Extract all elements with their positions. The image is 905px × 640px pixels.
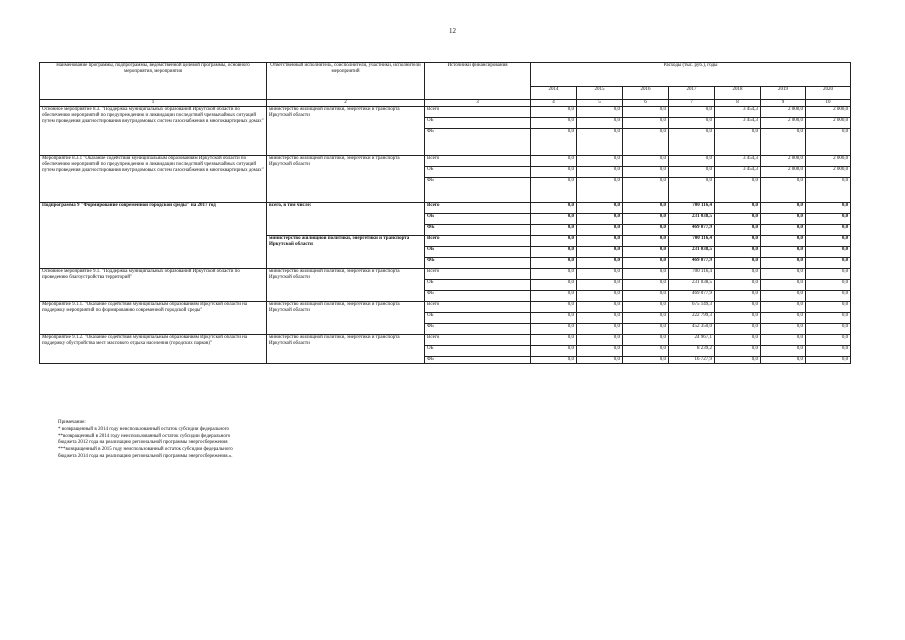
expense-value: 0,0: [715, 214, 761, 225]
expense-value: 0,0: [669, 129, 715, 156]
funding-source: Всего: [425, 107, 531, 118]
header-executor: Ответственный исполнитель, соисполнители, участники, исполнители мероприятий: [267, 63, 425, 100]
expense-value: 0,0: [806, 247, 851, 258]
note-line: бюджета 2014 года на реализацию региональной программы энергосбережения.».: [58, 453, 233, 459]
program-name: Основное мероприятие 8.3. "Поддержка муниципальных образований Иркутской области по обеспечению мероприятий по предупреждению и ликвидации последствий чрезвычайных ситуаций путем проведения диагностирования внутридомовых систем газоснабжения в многоквартирных домах": [40, 107, 267, 156]
table-row: [40, 302, 851, 313]
funding-source: ОБ: [425, 346, 531, 357]
expense-value: 0,0: [715, 346, 761, 357]
expense-value: 0,0: [623, 313, 669, 324]
expense-value: 0,0: [761, 313, 806, 324]
expense-value: 0,0: [531, 258, 577, 269]
expense-value: 0,0: [531, 118, 577, 129]
funding-source: Всего: [425, 335, 531, 346]
expense-value: 0,0: [669, 156, 715, 167]
expense-value: 0,0: [577, 167, 623, 178]
header-year: 2017: [669, 87, 715, 100]
expense-value: 231 038,5: [669, 214, 715, 225]
responsible-executor: министерство жилищной политики, энергетики и транспорта Иркутской области: [267, 236, 425, 269]
expense-value: 0,0: [715, 203, 761, 214]
funding-source: Всего: [425, 302, 531, 313]
expense-value: 0,0: [531, 335, 577, 346]
expense-value: 0,0: [577, 247, 623, 258]
expense-value: 0,0: [761, 335, 806, 346]
expense-value: 0,0: [806, 313, 851, 324]
header-year: 2019: [761, 87, 806, 100]
expense-value: 24 967,1: [669, 335, 715, 346]
expense-value: 700 116,4: [669, 269, 715, 280]
funding-source: ФБ: [425, 357, 531, 364]
header-year: 2014: [531, 87, 577, 100]
expense-value: 3 454,3: [715, 118, 761, 129]
expense-value: 0,0: [531, 346, 577, 357]
expense-value: 0,0: [715, 258, 761, 269]
expense-value: 0,0: [623, 247, 669, 258]
expense-value: 2 000,0: [806, 107, 851, 118]
expense-value: 0,0: [623, 280, 669, 291]
expense-value: 0,0: [761, 280, 806, 291]
expense-value: 0,0: [623, 357, 669, 364]
funding-source: ФБ: [425, 324, 531, 335]
expense-value: 0,0: [577, 225, 623, 236]
expense-value: 0,0: [715, 357, 761, 364]
expense-value: 469 077,9: [669, 291, 715, 302]
expense-value: 0,0: [761, 247, 806, 258]
expense-value: 0,0: [806, 129, 851, 156]
table-row: [40, 203, 851, 214]
responsible-executor: министерство жилищной политики, энергетики и транспорта Иркутской области: [267, 269, 425, 302]
expense-value: 0,0: [623, 129, 669, 156]
column-number: 4: [531, 100, 577, 107]
expense-value: 0,0: [531, 156, 577, 167]
expense-value: 0,0: [577, 313, 623, 324]
table-row: [40, 156, 851, 167]
expense-value: 0,0: [623, 236, 669, 247]
expense-value: 700 116,4: [669, 203, 715, 214]
funding-source: ОБ: [425, 280, 531, 291]
expense-value: 0,0: [577, 107, 623, 118]
expense-value: 0,0: [715, 178, 761, 203]
expenses-table: [39, 62, 851, 364]
expense-value: 469 077,9: [669, 225, 715, 236]
expense-value: 0,0: [761, 203, 806, 214]
expense-value: 0,0: [806, 258, 851, 269]
expense-value: 0,0: [806, 269, 851, 280]
expense-value: 222 799,3: [669, 313, 715, 324]
responsible-executor: министерство жилищной политики, энергетики и транспорта Иркутской области: [267, 302, 425, 335]
expense-value: 0,0: [531, 247, 577, 258]
expense-value: 0,0: [577, 258, 623, 269]
expense-value: 0,0: [715, 269, 761, 280]
expense-value: 0,0: [531, 302, 577, 313]
expense-value: 231 038,5: [669, 247, 715, 258]
expense-value: 0,0: [531, 129, 577, 156]
table-row: [40, 107, 851, 118]
expense-value: 0,0: [715, 225, 761, 236]
expense-value: 0,0: [715, 313, 761, 324]
expense-value: 0,0: [531, 214, 577, 225]
expense-value: 0,0: [806, 225, 851, 236]
expense-value: 0,0: [623, 258, 669, 269]
expense-value: 0,0: [577, 324, 623, 335]
expense-value: 0,0: [531, 225, 577, 236]
expense-value: 0,0: [806, 280, 851, 291]
expense-value: 0,0: [623, 156, 669, 167]
expense-value: 0,0: [623, 291, 669, 302]
responsible-executor: министерство жилищной политики, энергетики и транспорта Иркутской области: [267, 156, 425, 203]
expense-value: 0,0: [531, 269, 577, 280]
expense-value: 0,0: [577, 118, 623, 129]
column-number: 3: [425, 100, 531, 107]
funding-source: ФБ: [425, 258, 531, 269]
expense-value: 2 000,0: [761, 156, 806, 167]
program-name: Подпрограмма 9 "Формирование современной городской среды" на 2017 год: [40, 203, 267, 269]
column-number: 10: [806, 100, 851, 107]
expense-value: 0,0: [761, 324, 806, 335]
expense-value: 0,0: [761, 214, 806, 225]
expense-value: 700 116,4: [669, 236, 715, 247]
note-line: * возвращенный в 2014 году неиспользованный остаток субсидии федерального: [58, 426, 229, 432]
expense-value: 452 350,0: [669, 324, 715, 335]
expense-value: 2 000,0: [806, 167, 851, 178]
funding-source: ФБ: [425, 129, 531, 156]
expense-value: 0,0: [577, 346, 623, 357]
column-number: 7: [669, 100, 715, 107]
expense-value: 0,0: [669, 118, 715, 129]
expense-value: 0,0: [715, 236, 761, 247]
expense-value: 0,0: [761, 258, 806, 269]
expense-value: 0,0: [761, 236, 806, 247]
expense-value: 0,0: [715, 335, 761, 346]
expense-value: 0,0: [761, 129, 806, 156]
table-row: [40, 269, 851, 280]
expense-value: 0,0: [577, 302, 623, 313]
expense-value: 0,0: [577, 214, 623, 225]
expense-value: 2 000,0: [761, 107, 806, 118]
funding-source: ОБ: [425, 118, 531, 129]
expense-value: 0,0: [761, 346, 806, 357]
note-line: **возвращенный в 2014 году неиспользованный остаток субсидии федерального: [58, 433, 231, 439]
expense-value: 0,0: [669, 178, 715, 203]
expense-value: 0,0: [623, 167, 669, 178]
expense-value: 0,0: [715, 302, 761, 313]
header-source: Источники финансирования: [425, 63, 531, 100]
responsible-executor: всего, в том числе:: [267, 203, 425, 236]
expense-value: 0,0: [761, 225, 806, 236]
expense-value: 0,0: [806, 335, 851, 346]
expense-value: 0,0: [623, 214, 669, 225]
expense-value: 3 454,3: [715, 167, 761, 178]
expense-value: 0,0: [806, 178, 851, 203]
expense-value: 469 077,9: [669, 258, 715, 269]
expense-value: 0,0: [577, 178, 623, 203]
expense-value: 0,0: [623, 203, 669, 214]
expense-value: 8 239,2: [669, 346, 715, 357]
expense-value: 2 000,0: [806, 156, 851, 167]
program-name: Основное мероприятие 9.1. "Поддержка муниципальных образований Иркутской области по проведению благоустройства территорий": [40, 269, 267, 302]
note-line: ***возвращенный в 2015 году неиспользованный остаток субсидии федерального: [58, 447, 233, 453]
expense-value: 0,0: [623, 302, 669, 313]
expense-value: 0,0: [806, 346, 851, 357]
funding-source: ФБ: [425, 178, 531, 203]
expense-value: 0,0: [623, 178, 669, 203]
expense-value: 0,0: [715, 280, 761, 291]
expense-value: 0,0: [806, 291, 851, 302]
expense-value: 0,0: [531, 167, 577, 178]
program-name: Мероприятие 9.1.2. "Оказание содействия муниципальным образованиям Иркутской области на поддержку обустройства мест массового отдыха населения (городских парков)": [40, 335, 267, 364]
expense-value: 0,0: [623, 225, 669, 236]
expense-value: 0,0: [761, 357, 806, 364]
expense-value: 0,0: [806, 214, 851, 225]
expense-value: 0,0: [577, 129, 623, 156]
expense-value: 0,0: [577, 236, 623, 247]
funding-source: Всего: [425, 203, 531, 214]
expense-value: 0,0: [577, 280, 623, 291]
expense-value: 0,0: [715, 129, 761, 156]
expense-value: 3 454,3: [715, 156, 761, 167]
expense-value: 0,0: [531, 313, 577, 324]
expense-value: 0,0: [715, 291, 761, 302]
expense-value: 0,0: [531, 107, 577, 118]
expense-value: 231 038,5: [669, 280, 715, 291]
expense-value: 0,0: [669, 167, 715, 178]
expense-value: 0,0: [806, 236, 851, 247]
header-year: 2016: [623, 87, 669, 100]
expense-value: 0,0: [623, 269, 669, 280]
expense-value: 0,0: [806, 203, 851, 214]
column-number: 6: [623, 100, 669, 107]
expense-value: 0,0: [623, 118, 669, 129]
funding-source: ФБ: [425, 291, 531, 302]
program-name: Мероприятие 9.1.1. "Оказание содействия муниципальным образованиям Иркутской области на поддержку мероприятий по формированию современной городской среды": [40, 302, 267, 335]
funding-source: Всего: [425, 269, 531, 280]
expense-value: 2 000,0: [761, 167, 806, 178]
expense-value: 0,0: [577, 335, 623, 346]
column-number: 9: [761, 100, 806, 107]
expense-value: 0,0: [577, 156, 623, 167]
expense-value: 0,0: [761, 291, 806, 302]
funding-source: ФБ: [425, 225, 531, 236]
funding-source: ОБ: [425, 247, 531, 258]
expense-value: 0,0: [669, 107, 715, 118]
page-number: 12: [449, 27, 456, 35]
expense-value: 0,0: [531, 357, 577, 364]
expense-value: 0,0: [531, 203, 577, 214]
expense-value: 0,0: [761, 178, 806, 203]
expense-value: 0,0: [531, 280, 577, 291]
header-year: 2018: [715, 87, 761, 100]
column-number: 2: [267, 100, 425, 107]
expense-value: 0,0: [623, 335, 669, 346]
header-expenses: Расходы (тыс. руб.), годы: [531, 63, 851, 87]
responsible-executor: министерство жилищной политики, энергетики и транспорта Иркутской области: [267, 335, 425, 364]
expense-value: 0,0: [761, 269, 806, 280]
funding-source: ОБ: [425, 214, 531, 225]
expense-value: 0,0: [623, 346, 669, 357]
expense-value: 0,0: [531, 324, 577, 335]
expense-value: 0,0: [761, 302, 806, 313]
expense-value: 0,0: [623, 324, 669, 335]
column-number: 5: [577, 100, 623, 107]
expense-value: 2 000,0: [806, 118, 851, 129]
note-line: бюджета 2012 года на реализацию региональной программы энергосбережения: [58, 440, 228, 446]
expense-value: 0,0: [577, 203, 623, 214]
notes: [58, 420, 233, 461]
expense-value: 0,0: [715, 247, 761, 258]
expense-value: 0,0: [531, 291, 577, 302]
expense-value: 0,0: [806, 302, 851, 313]
expense-value: 0,0: [623, 107, 669, 118]
note-line: Примечание:: [58, 420, 86, 425]
funding-source: ОБ: [425, 167, 531, 178]
expense-value: 0,0: [715, 324, 761, 335]
header-name: Наименование программы, подпрограммы, ведомственной целевой программы, основного мероприятия, мероприятия: [40, 63, 267, 100]
expense-value: 0,0: [577, 357, 623, 364]
column-number: 1: [40, 100, 267, 107]
funding-source: Всего: [425, 236, 531, 247]
funding-source: Всего: [425, 156, 531, 167]
expense-value: 0,0: [806, 324, 851, 335]
table-row: [40, 335, 851, 346]
expense-value: 0,0: [806, 357, 851, 364]
expense-value: 0,0: [577, 291, 623, 302]
expense-value: 3 454,3: [715, 107, 761, 118]
header-year: 2020: [806, 87, 851, 100]
expense-value: 16 727,9: [669, 357, 715, 364]
expense-value: 0,0: [531, 236, 577, 247]
expense-value: 675 149,3: [669, 302, 715, 313]
column-number: 8: [715, 100, 761, 107]
program-name: Мероприятие 8.3.1 "Оказание содействия муниципальным образованиям Иркутской области по обеспечению мероприятий по предупреждению и ликвидации последствий чрезвычайных ситуаций путем проведения диагностирования внутридомовых систем газоснабжения в многоквартирных домах": [40, 156, 267, 203]
expense-value: 0,0: [531, 178, 577, 203]
expense-value: 2 000,0: [761, 118, 806, 129]
responsible-executor: министерство жилищной политики, энергетики и транспорта Иркутской области: [267, 107, 425, 156]
header-year: 2015: [577, 87, 623, 100]
funding-source: ОБ: [425, 313, 531, 324]
expense-value: 0,0: [577, 269, 623, 280]
